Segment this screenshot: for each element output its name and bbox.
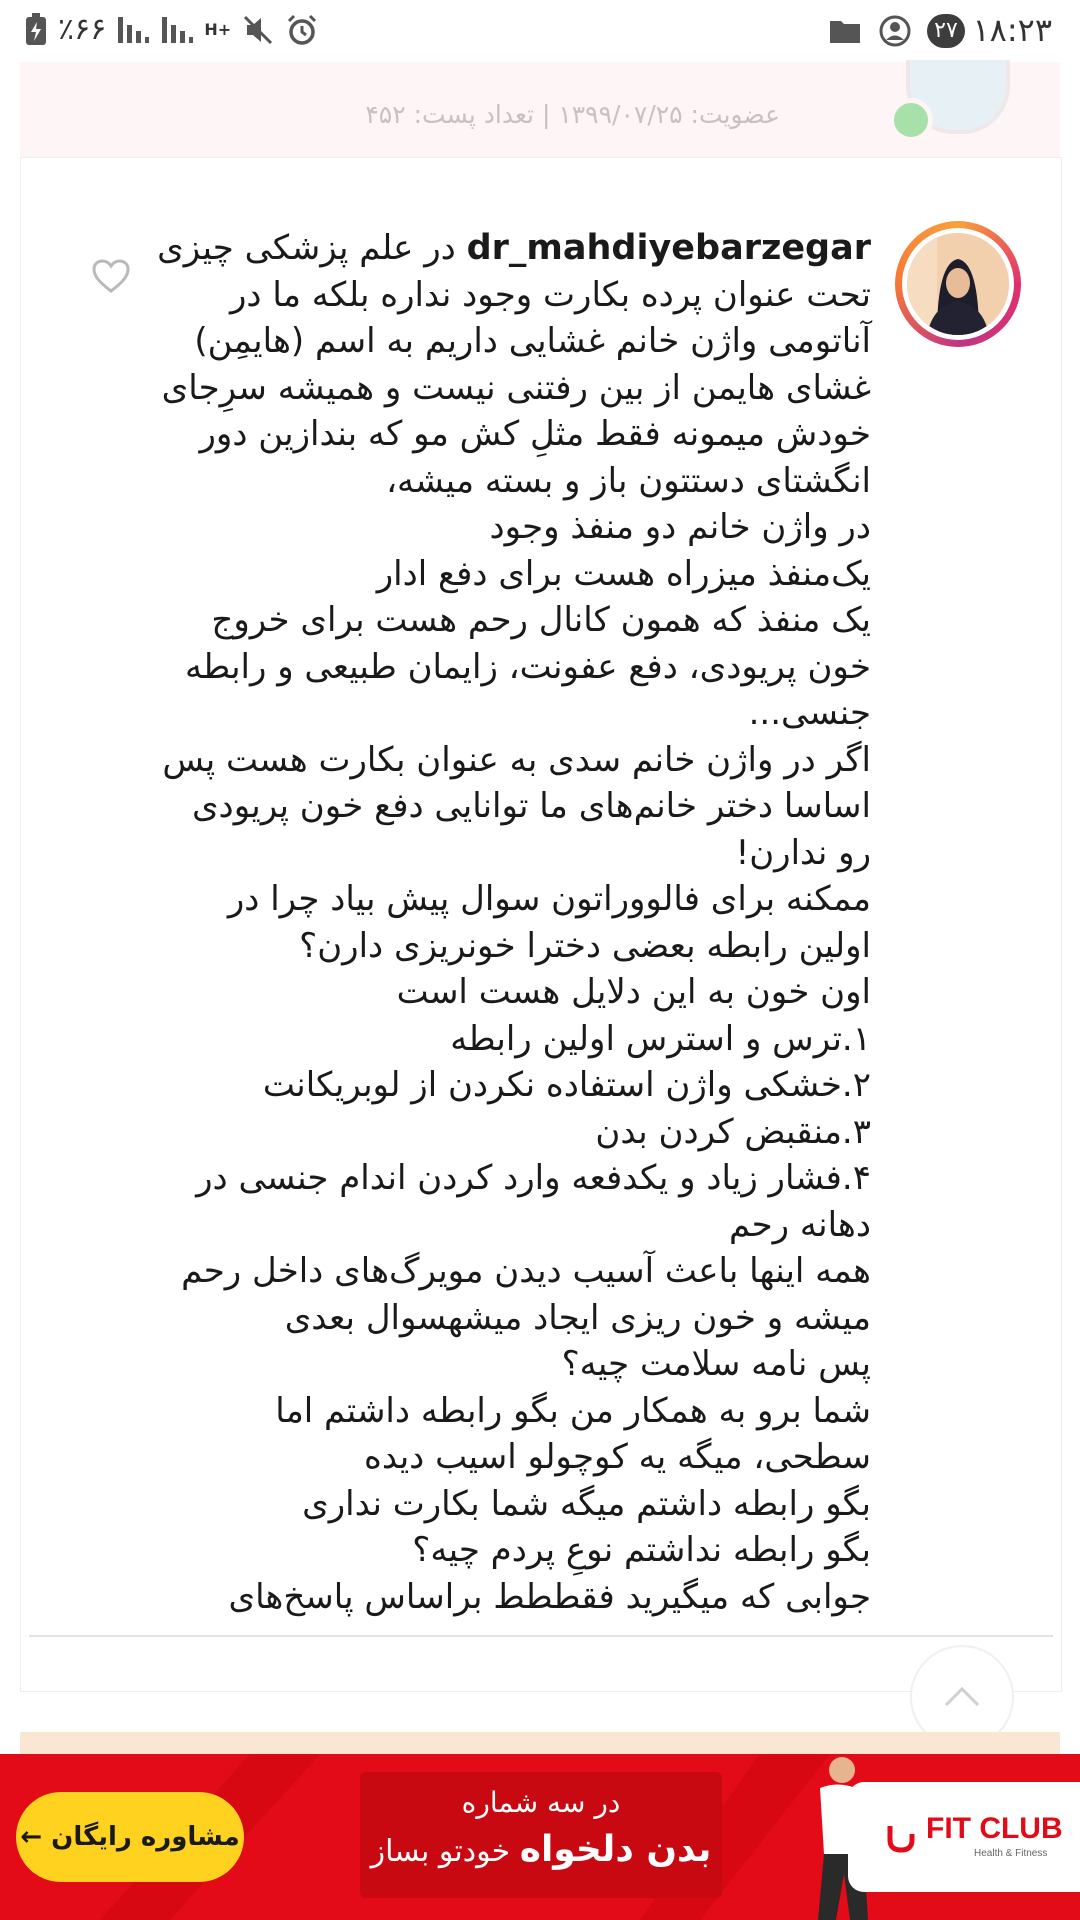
profile-meta: عضویت: ۱۳۹۹/۰۷/۲۵ | تعداد پست: ۴۵۲ [365,100,780,129]
caption-lines [121,272,871,1621]
ad-headline-rest: خودتو بساز [370,1834,520,1869]
caption-line: ۲.خشکی واژن استفاده نکردن از لوبریکانت [262,1065,871,1105]
ad-headline-line2 [360,1829,722,1870]
post-username[interactable]: dr_mahdiyebarzegar [466,228,871,268]
ad-headline-box [360,1772,722,1898]
notification-badge: ۲۷ [927,14,965,48]
caption-line: تحت عنوان پرده بکارت وجود نداره بلکه ما در [230,274,871,315]
post-caption [121,225,871,1620]
post-avatar-ring[interactable] [895,221,1021,347]
signal-icon-2 [160,15,194,45]
caption-line: اگر در واژن خانم سدی به عنوان بکارت هست پس [162,739,871,780]
caption-line: انگشتای دستتون باز و بسته میشه، [386,460,871,501]
caption-line: دهانه رحم [729,1204,871,1245]
caption-line: سطحی، میگه یه کوچولو اسیب دیده [364,1437,871,1477]
caption-line: همه اینها باعث آسیب دیدن مویرگ‌های داخل رحم [181,1251,871,1291]
clock: ۱۸:۲۳ [972,11,1052,49]
battery-percent: ٪۶۶ [58,12,107,47]
caption-line: بگو رابطه داشتم میگه شما بکارت نداری [302,1483,871,1524]
caption-divider [29,1635,1053,1637]
caption-line: خون پریودی، دفع عفونت، زایمان طبیعی و رابطه [184,646,871,687]
free-consult-button[interactable] [16,1792,244,1882]
caption-line: ممکنه برای فالووراتون سوال پیش بیاد چرا در [227,879,871,919]
caption-line: بگو رابطه نداشتم نوعِ پردم چیه؟ [412,1530,871,1570]
fitclub-mark-icon [884,1820,918,1854]
caption-line: اون خون به این دلایل هست است [396,972,871,1012]
account-circle-icon [878,14,912,48]
fitclub-logo [848,1782,1080,1892]
brand-subtitle: Health & Fitness [974,1848,1048,1859]
ad-top-strip [20,1732,1060,1754]
caption-line: شما برو به همکار من بگو رابطه داشتم اما [275,1390,871,1431]
status-bar [0,0,1080,62]
caption-line: میشه و خون ریزی ایجاد میشهسوال بعدی [284,1297,871,1338]
network-type: H+ [204,20,232,39]
ad-headline-bold: بدن دلخواه [519,1829,712,1870]
caption-line: ۴.فشار زیاد و یکدفعه وارد کردن اندام جنسی در [196,1158,871,1198]
caption-text: در علم پزشکی چیزی [157,228,456,268]
caption-line: جوابی که میگیرید فقططط براساس پاسخ‌های [228,1576,871,1617]
caption-line: یک منفذ که همون کانال رحم هست برای خروج [211,600,871,640]
caption-line: یک‌منفذ میزراه هست برای دفع ادار [376,553,871,594]
caption-line: آناتومی واژن خانم غشایی داریم به اسم (هایمِن) [194,321,871,361]
battery-charging-icon [24,13,48,47]
caption-line: جنسی... [748,693,871,733]
mute-icon [241,13,275,47]
ad-banner[interactable] [0,1754,1080,1920]
cta-label: مشاوره رایگان [51,1822,240,1852]
caption-line: ۳.منقبض کردن بدن [595,1111,871,1152]
post-avatar[interactable] [902,228,1014,340]
avatar-photo [907,233,1009,335]
post-card [20,157,1062,1692]
signal-icon [116,15,150,45]
caption-first-line [121,225,871,272]
caption-line: اساسا دختر خانم‌های ما توانایی دفع خون پریودی [191,786,871,826]
alarm-icon [285,13,319,47]
ad-headline-line1: در سه شماره [461,1786,621,1819]
caption-line: خودش میمونه فقط مثلِ کش مو که بندازین دور [199,414,871,454]
caption-line: رو ندارن! [735,832,871,873]
arrow-left-icon: ← [20,1822,43,1852]
online-status-dot [889,98,933,142]
status-left [24,10,319,50]
caption-line: غشای هایمن از بین رفتنی نیست و همیشه سرِجای [161,367,871,408]
folder-icon [828,14,862,48]
caption-line: پس نامه سلامت چیه؟ [561,1344,871,1384]
caption-line: اولین رابطه بعضی دخترا خونریزی دارن؟ [299,925,871,966]
brand-name: FIT CLUB [926,1812,1063,1845]
caption-line: در واژن خانم دو منفذ وجود [489,507,871,547]
profile-header[interactable] [20,62,1060,157]
caption-line: ۱.ترس و استرس اولین رابطه [450,1018,871,1059]
avatar-portrait [907,233,1009,335]
